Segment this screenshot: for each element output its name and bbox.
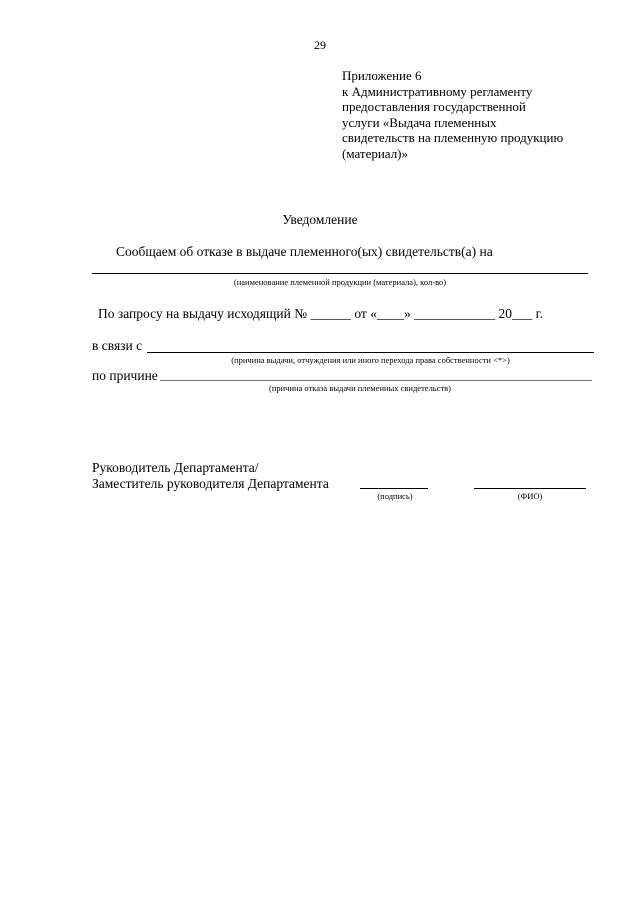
due-to-line [147, 352, 594, 353]
due-to-caption: (причина выдачи, отчуждения или иного перехода права собственности <*>) [231, 355, 510, 365]
signature-line [360, 488, 428, 489]
appendix-line: (материал)» [342, 145, 409, 161]
appendix-line: предоставления государственной [342, 99, 526, 114]
reason-caption: (причина отказа выдачи племенных свидетельств) [268, 383, 452, 393]
appendix-block [342, 68, 563, 161]
signer-role-line2: Заместитель руководителя Департамента [92, 476, 329, 491]
product-line [92, 273, 588, 274]
due-to-label: в связи с [92, 338, 143, 353]
reason-label: по причине [92, 368, 158, 383]
page-number: 29 [314, 38, 326, 52]
notice-intro: Сообщаем об отказе в выдаче племенного(ых) свидетельств(а) на [116, 244, 493, 259]
document-title: Уведомление [282, 212, 358, 227]
signature-caption: (подпись) [377, 491, 413, 501]
appendix-line: Приложение 6 [342, 68, 422, 83]
name-caption: (ФИО) [517, 491, 543, 501]
signer-role-line1: Руководитель Департамента/ [92, 460, 259, 475]
appendix-line: свидетельств на племенную продукцию [342, 130, 564, 145]
appendix-line: услуги «Выдача племенных [342, 114, 497, 130]
request-line: По запросу на выдачу исходящий № ______ от «____» ____________ 20___ г. [98, 306, 543, 321]
reason-line [160, 380, 592, 381]
name-line [474, 488, 586, 489]
product-caption: (наименование племенной продукции (материала), кол-во) [233, 277, 447, 287]
appendix-line: к Административному регламенту [342, 83, 533, 99]
